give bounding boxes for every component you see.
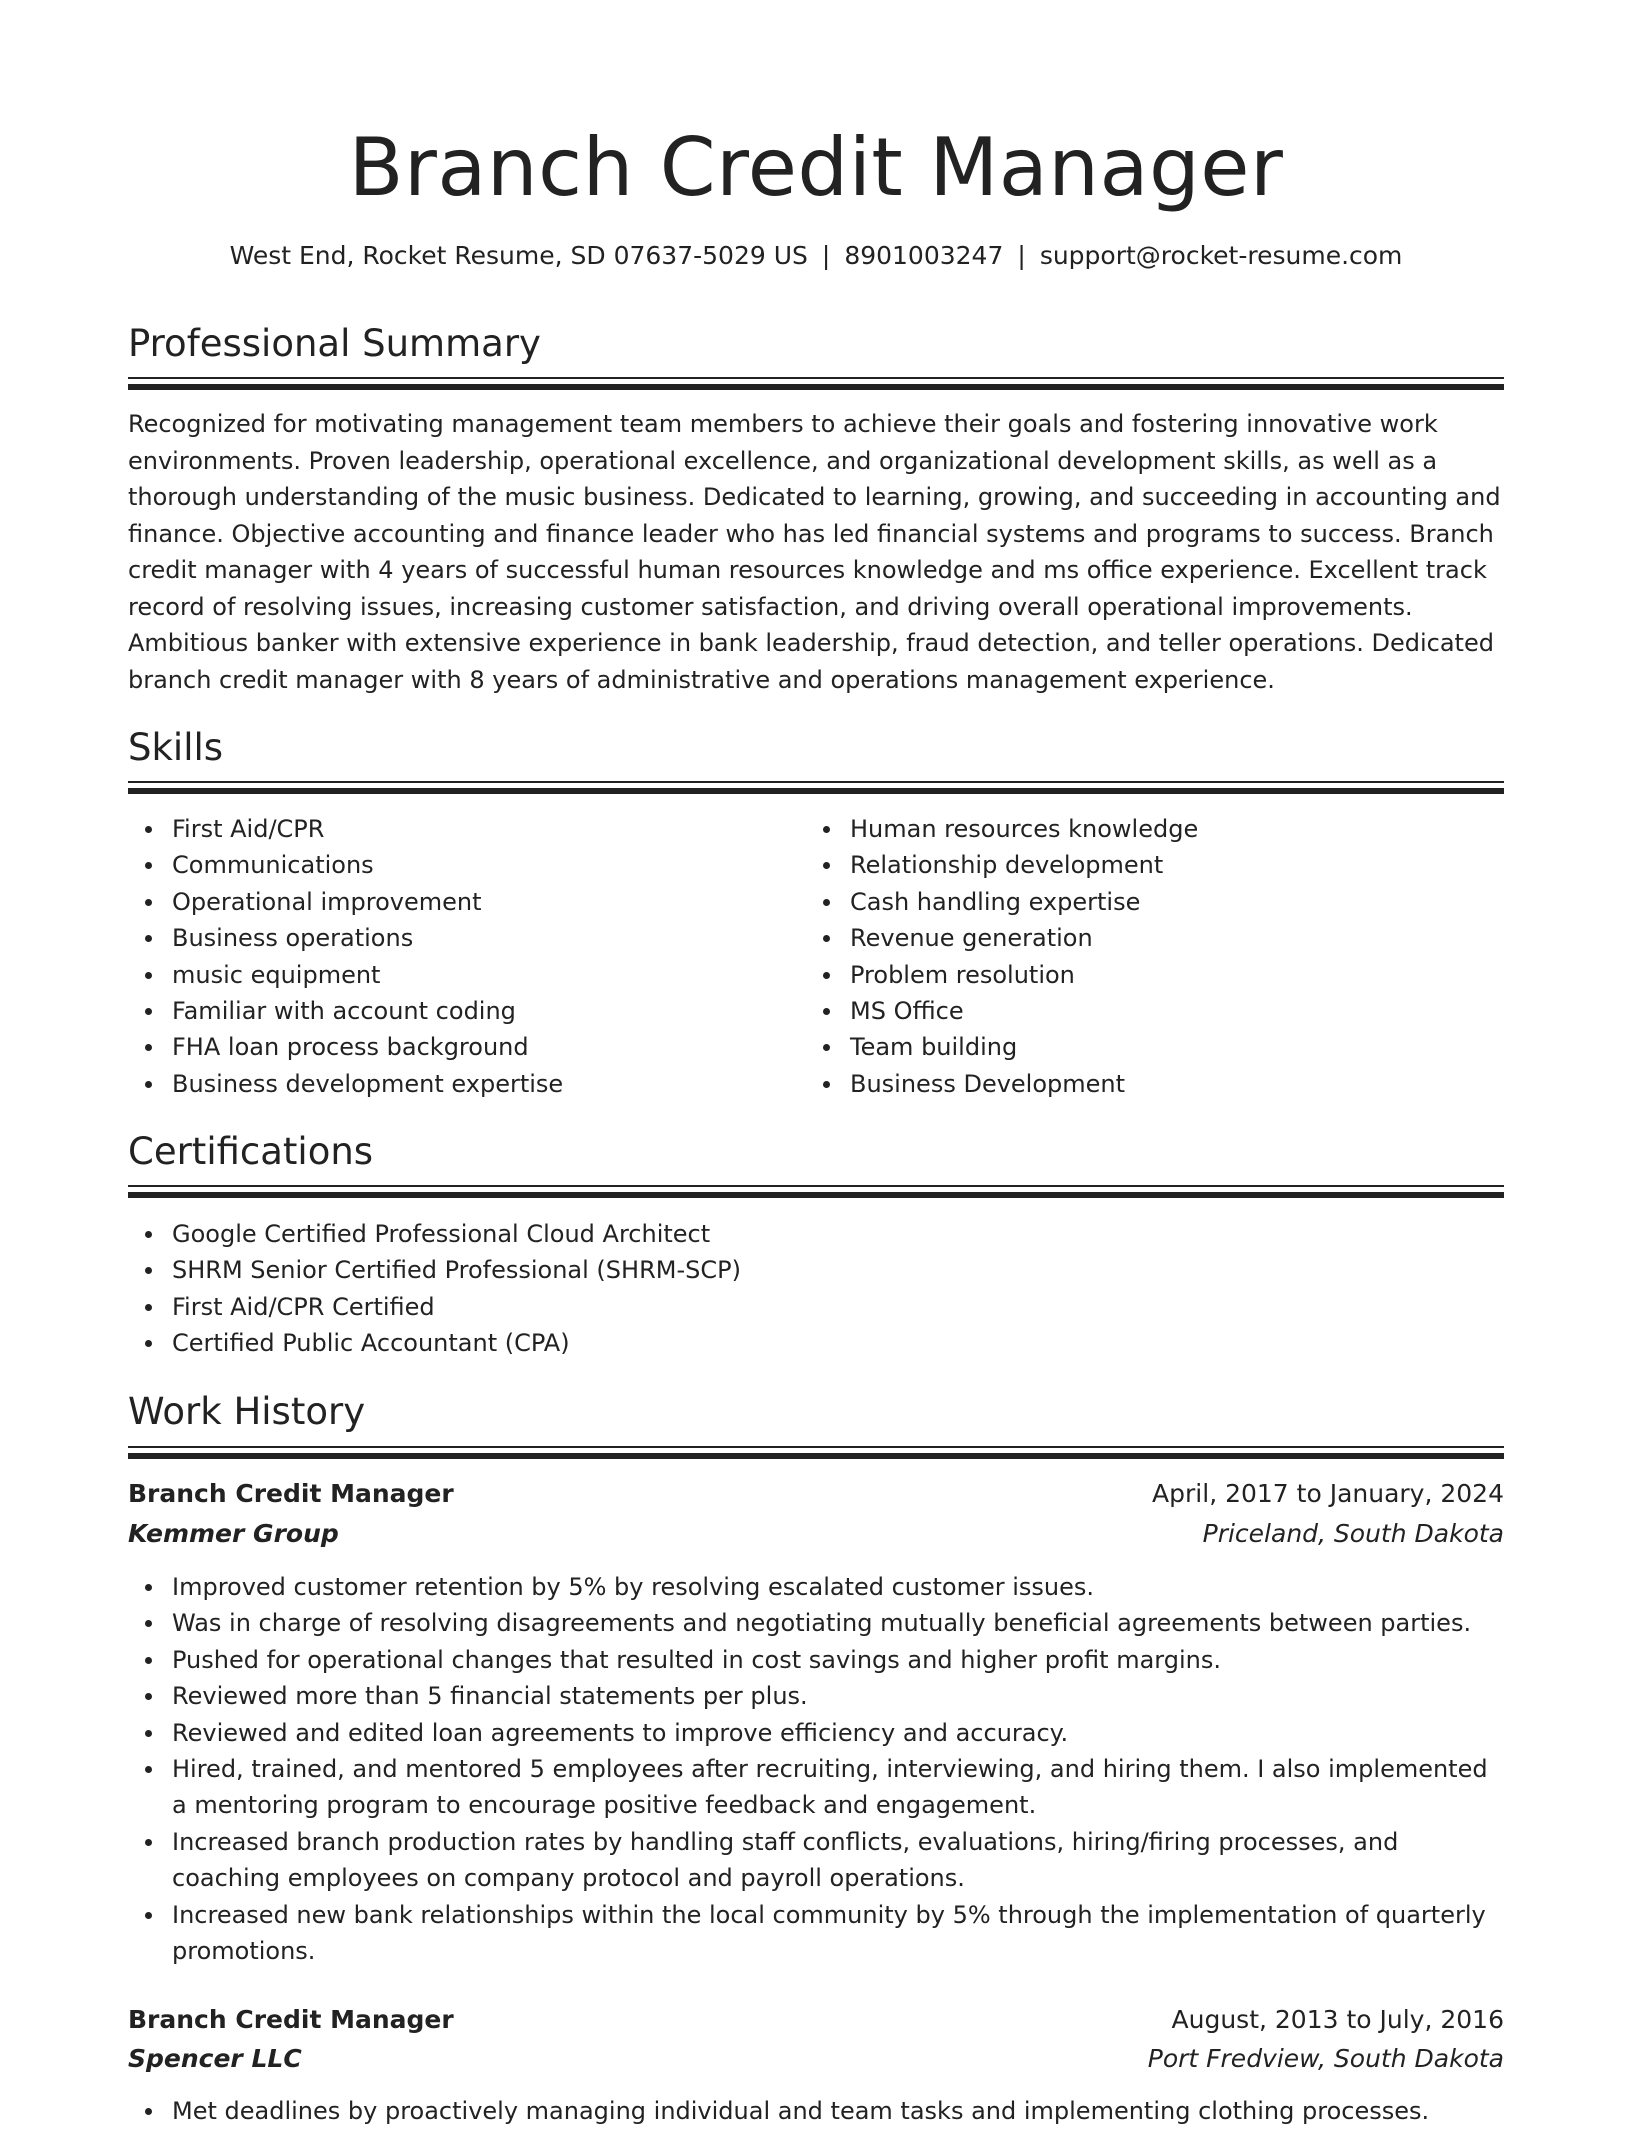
list-item: Communications [128,847,778,883]
list-item: Was in charge of resolving disagreements and negotiating mutually beneficial agreements between parties. [128,1605,1504,1641]
job-bullets [128,1569,1504,1969]
section-divider [128,1185,1504,1199]
list-item: First Aid/CPR Certified [128,1289,1504,1325]
list-item: Familiar with account coding [128,993,778,1029]
list-item: MS Office [806,993,1504,1029]
summary-text: Recognized for motivating management team members to achieve their goals and fostering innovative work environments. Proven leadership, operational excellence, and organizational development skills, as well as a thorough understanding of the music business. Dedicated to learning, growing, and succeeding in accounting and finance. Objective accounting and finance leader who has led financial systems and programs to success. Branch credit manager with 4 years of successful human resources knowledge and ms office experience. Excellent track record of resolving issues, increasing customer satisfaction, and driving overall operational improvements. Ambitious banker with extensive experience in bank leadership, fraud detection, and teller operations. Dedicated branch credit manager with 8 years of administrative and operations management experience. [128,410,1501,694]
list-item: music equipment [128,957,778,993]
list-item: Relationship development [806,847,1504,883]
list-item: Revenue generation [806,920,1504,956]
resume-name: Branch Credit Manager [348,121,1284,214]
list-item: Problem resolution [806,957,1504,993]
section-divider [128,377,1504,391]
list-item: Reviewed more than 5 financial statements per plus. [128,1678,1504,1714]
job-title: Branch Credit Manager [128,2005,454,2034]
list-item: Business Development [806,1066,1504,1102]
section-title-certifications: Certifications [128,1130,374,1173]
contact-separator: | [1017,241,1026,270]
list-item: Human resources knowledge [806,811,1504,847]
contact-phone: 8901003247 [844,241,1004,270]
contact-line [128,238,1504,274]
section-title-skills: Skills [128,726,224,769]
list-item: Improved customer retention by 5% by resolving escalated customer issues. [128,1569,1504,1605]
list-item: Met deadlines by proactively managing individual and team tasks and implementing clothing processes. [128,2093,1504,2129]
list-item: Certified Public Accountant (CPA) [128,1325,1504,1361]
job-dates: April, 2017 to January, 2024 [1152,1479,1504,1508]
certifications-list [128,1216,1504,1362]
section-divider [128,781,1504,795]
job-company: Kemmer Group [128,1519,339,1548]
list-item: FHA loan process background [128,1029,778,1065]
list-item: Team building [806,1029,1504,1065]
job-title: Branch Credit Manager [128,1479,454,1508]
skills-list-left [128,811,778,1102]
section-divider [128,1446,1504,1460]
contact-separator: | [821,241,831,270]
list-item: SHRM Senior Certified Professional (SHRM-SCP) [128,1252,1504,1288]
list-item: Google Certified Professional Cloud Architect [128,1216,1504,1252]
job-location: Priceland, South Dakota [1202,1519,1504,1548]
list-item: Pushed for operational changes that resulted in cost savings and higher profit margins. [128,1642,1504,1678]
section-title-work-history: Work History [128,1390,366,1433]
job-location: Port Fredview, South Dakota [1147,2044,1504,2073]
list-item: Hired, trained, and mentored 5 employees after recruiting, interviewing, and hiring them. I also implemented a mentoring program to encourage positive feedback and engagement. [128,1751,1504,1824]
job-company: Spencer LLC [128,2044,302,2073]
skills-list-right [806,811,1504,1102]
list-item: Increased new bank relationships within the local community by 5% through the implementation of quarterly promotions. [128,1897,1504,1970]
list-item: Business operations [128,920,778,956]
list-item: Operational improvement [128,884,778,920]
contact-address: West End, Rocket Resume, SD 07637-5029 US [229,241,808,270]
list-item: Increased branch production rates by handling staff conflicts, evaluations, hiring/firing processes, and coaching employees on company protocol and payroll operations. [128,1824,1504,1897]
list-item: Reviewed and edited loan agreements to improve efficiency and accuracy. [128,1715,1504,1751]
section-title-summary: Professional Summary [128,322,541,365]
list-item: Business development expertise [128,1066,778,1102]
list-item: First Aid/CPR [128,811,778,847]
list-item: Cash handling expertise [806,884,1504,920]
job-bullets [128,2093,1504,2129]
job-dates: August, 2013 to July, 2016 [1171,2005,1504,2034]
contact-email: support@rocket-resume.com [1039,241,1403,270]
